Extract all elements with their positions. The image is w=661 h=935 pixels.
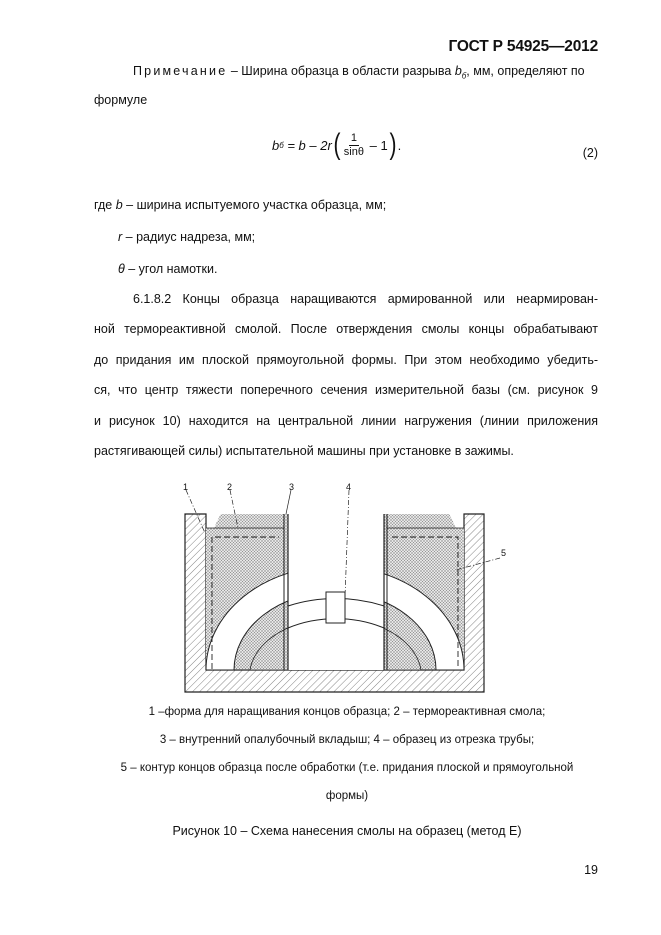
paragraph-line-4: ся, что центр тяжести поперечного сечения измерительной базы (см. рисунок 9 [94, 383, 598, 397]
caption-line-4: формы) [325, 790, 369, 802]
callout-5: 5 [501, 548, 507, 558]
caption-line-3: 5 – контур концов образца после обработки (т.е. придания плоской и прямоугольной [120, 762, 574, 774]
formula-lhs-sub: б [279, 140, 284, 150]
formula-tail: – 1 [365, 137, 388, 153]
where-text-b: – ширина испытуемого участка образца, мм; [122, 198, 387, 212]
figure-resin-diagram [170, 476, 507, 696]
callout-1: 1 [183, 482, 189, 492]
note-label: Примечание [133, 64, 228, 78]
where-text-theta: – угол намотки. [124, 262, 218, 276]
paragraph-line-3: до придания им плоской прямоугольной формы. При этом необходимо убедить- [94, 353, 598, 367]
callout-4: 4 [346, 482, 352, 492]
page-number: 19 [584, 863, 598, 877]
note-text-end: , мм, определяют по [466, 64, 585, 78]
formula-left-paren: ( [333, 128, 341, 161]
figure-title: Рисунок 10 – Схема нанесения смолы на образец (метод Е) [172, 824, 522, 838]
note-line-1 [133, 64, 585, 81]
callout-2: 2 [227, 482, 233, 492]
where-symbol-theta: θ [118, 262, 125, 276]
formula-numerator: 1 [350, 131, 357, 144]
caption-line-2: 3 – внутренний опалубочный вкладыш; 4 – образец из отрезка трубы; [159, 734, 535, 746]
where-prefix: где [94, 198, 116, 212]
formula [272, 130, 401, 160]
paragraph-line-2: ной термореактивной смолой. После отверждения смолы концы обрабатывают [94, 322, 598, 336]
note-text: – Ширина образца в области разрыва [227, 64, 455, 78]
where-line-1 [94, 198, 386, 212]
where-line-3 [118, 262, 217, 276]
paragraph-line-5: и рисунок 10) находится на центральной линии нагружения (линии приложения [94, 414, 598, 428]
formula-end: . [397, 137, 402, 153]
note-line-2: формуле [94, 93, 148, 107]
where-symbol-r: r [118, 230, 123, 244]
callout-3: 3 [289, 482, 295, 492]
formula-denominator: sinθ [343, 145, 364, 158]
caption-line-1: 1 –форма для наращивания концов образца; 2 – термореактивная смола; [148, 706, 546, 718]
paragraph-line-6: растягивающей силы) испытательной машины при установке в зажимы. [94, 444, 514, 458]
note-symbol: b [454, 64, 462, 78]
note-subscript: б [461, 71, 467, 81]
formula-middle: = b – 2r [283, 137, 332, 153]
formula-lhs: b [272, 137, 280, 153]
formula-fraction [344, 132, 364, 159]
where-text-r: – радиус надреза, мм; [122, 230, 256, 244]
equation-number: (2) [582, 146, 598, 160]
formula-right-paren: ) [389, 128, 397, 161]
where-symbol-b: b [115, 198, 123, 212]
where-line-2 [118, 230, 255, 244]
document-header: ГОСТ Р 54925—2012 [448, 38, 598, 55]
paragraph-line-1: 6.1.8.2 Концы образца наращиваются армированной или неармирован- [133, 292, 598, 306]
